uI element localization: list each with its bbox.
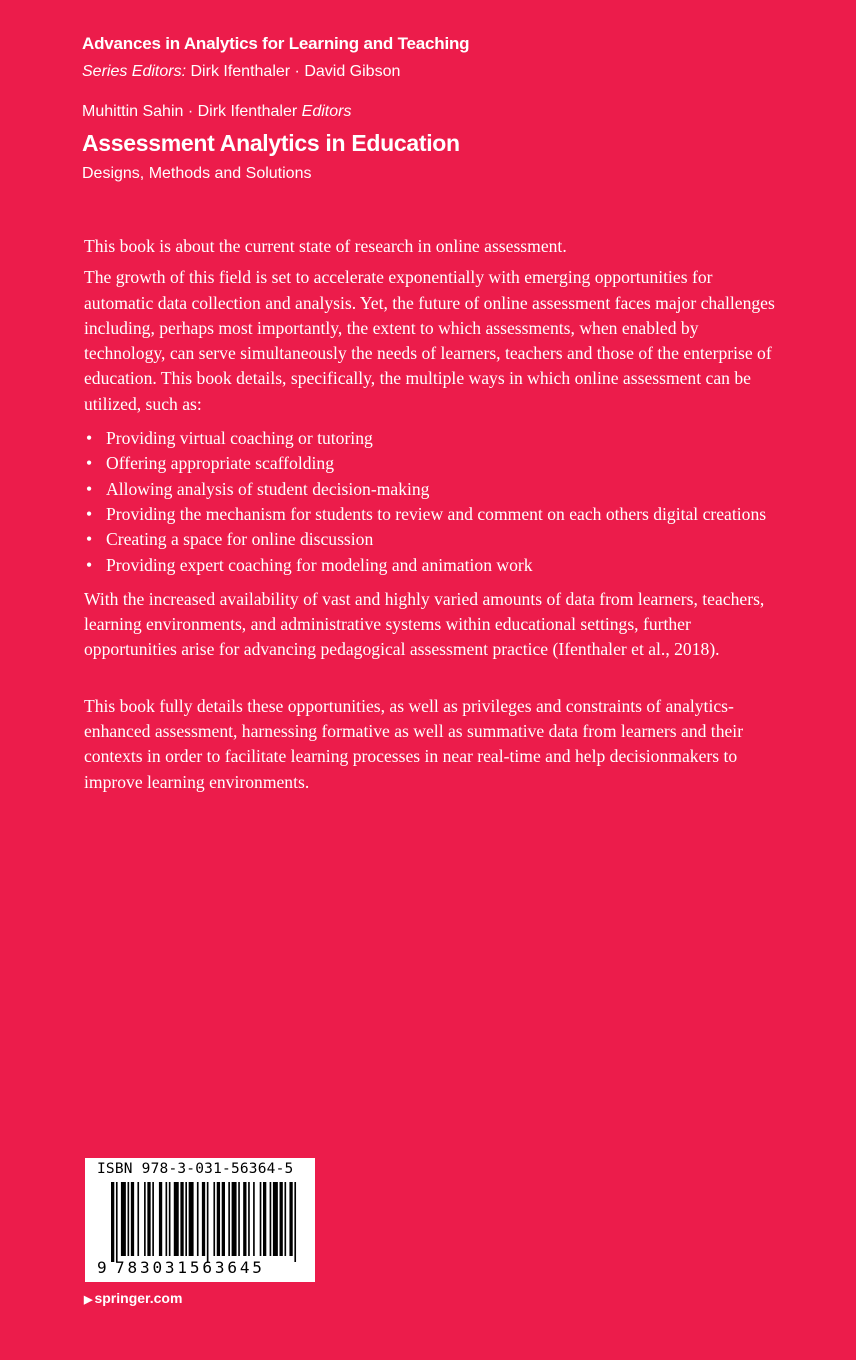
barcode-bar: [248, 1182, 250, 1256]
barcode-bar: [270, 1182, 272, 1256]
barcode-bar: [137, 1182, 139, 1256]
barcode-bar: [159, 1182, 162, 1256]
series-editors-label: Series Editors:: [82, 63, 187, 80]
barcode-bar: [238, 1182, 240, 1256]
isbn-barcode: [85, 1158, 315, 1282]
barcode-bar: [263, 1182, 266, 1256]
barcode-bar: [289, 1182, 292, 1256]
barcode-bar: [197, 1182, 199, 1256]
barcode-bars-icon: [111, 1182, 301, 1262]
barcode-bar: [144, 1182, 146, 1256]
series-editors: [82, 63, 400, 81]
list-item: • Allowing analysis of student decision-making: [84, 477, 778, 502]
barcode-bar: [280, 1182, 283, 1256]
book-subtitle: Designs, Methods and Solutions: [82, 165, 312, 182]
arrow-right-icon: ▶: [84, 1294, 93, 1306]
description-paragraph-3: With the increased availability of vast and highly varied amounts of data from learners, teachers, learning environments, and administrative systems within educational settings, further opportunities arise for advancing pedagogical assessment practice (Ifenthaler et al., 2018).: [84, 588, 765, 660]
barcode-bar: [152, 1182, 154, 1256]
barcode-bar: [232, 1182, 237, 1256]
bullet-icon: •: [86, 529, 93, 550]
barcode-bar: [169, 1182, 171, 1256]
ean-first-digit: 9: [97, 1258, 107, 1277]
description-paragraph-2: The growth of this field is set to accelerate exponentially with emerging opportunities for automatic data collection and analysis. Yet, the future of online assessment faces major challenges including, perhaps most importantly, the extent to which assessments, when enabled by technology, can serve simultaneously the needs of learners, teachers and those of the enterprise of education. This book details, specifically, the multiple ways in which online assessment can be utilized, such as:: [84, 267, 775, 414]
list-item: • Providing virtual coaching or tutoring: [84, 426, 778, 451]
list-item: • Providing expert coaching for modeling and animation work: [84, 553, 778, 578]
series-editors-names: Dirk Ifenthaler · David Gibson: [190, 63, 401, 80]
list-item: • Creating a space for online discussion: [84, 527, 778, 552]
barcode-bar: [166, 1182, 168, 1256]
publisher-link[interactable]: [84, 1290, 182, 1306]
book-editors: [82, 103, 351, 121]
barcode-bar: [189, 1182, 194, 1256]
bullet-icon: •: [86, 554, 93, 575]
feature-list: [84, 426, 778, 578]
barcode-bar: [147, 1182, 150, 1256]
bullet-icon: •: [86, 453, 93, 474]
barcode-bar: [222, 1182, 225, 1256]
barcode-bar: [294, 1182, 296, 1262]
book-title: Assessment Analytics in Education: [82, 130, 460, 156]
barcode-bar: [128, 1182, 130, 1256]
barcode-bar: [284, 1182, 286, 1256]
barcode-bar: [213, 1182, 215, 1256]
barcode-bar: [131, 1182, 134, 1256]
barcode-bar: [180, 1182, 183, 1256]
barcode-bar: [121, 1182, 126, 1256]
list-item: • Providing the mechanism for students to review and comment on each others digital creations: [84, 502, 778, 527]
barcode-bar: [174, 1182, 179, 1256]
isbn-number: ISBN 978-3-031-56364-5: [97, 1161, 294, 1177]
bullet-icon: •: [86, 478, 93, 499]
ean-digits: 783031563645: [115, 1258, 265, 1277]
bullet-icon: •: [86, 503, 93, 524]
barcode-bar: [217, 1182, 220, 1256]
book-editors-label: Editors: [301, 103, 352, 120]
barcode-bar: [111, 1182, 114, 1262]
description-paragraph-4: This book fully details these opportunities, as well as privileges and constraints of analytics-enhanced assessment, harnessing formative as well as summative data from learners and their contexts in order to facilitate learning processes in near real-time and help decisionmakers to improve learning environments.: [84, 695, 744, 792]
barcode-bar: [260, 1182, 262, 1256]
bullet-icon: •: [86, 428, 93, 449]
barcode-bar: [207, 1182, 209, 1262]
publisher-url: springer.com: [94, 1290, 183, 1306]
description-paragraph-1: This book is about the current state of research in online assessment.: [84, 236, 567, 256]
description: [84, 234, 778, 795]
barcode-bar: [273, 1182, 278, 1256]
book-editors-names: Muhittin Sahin · Dirk Ifenthaler: [82, 103, 298, 120]
list-item: • Offering appropriate scaffolding: [84, 451, 778, 476]
barcode-bar: [202, 1182, 205, 1256]
barcode-bar: [253, 1182, 255, 1256]
barcode-bar: [228, 1182, 230, 1256]
barcode-bar: [116, 1182, 118, 1262]
barcode-bar: [185, 1182, 187, 1256]
series-title: Advances in Analytics for Learning and Teaching: [82, 34, 470, 53]
barcode-bar: [243, 1182, 246, 1256]
